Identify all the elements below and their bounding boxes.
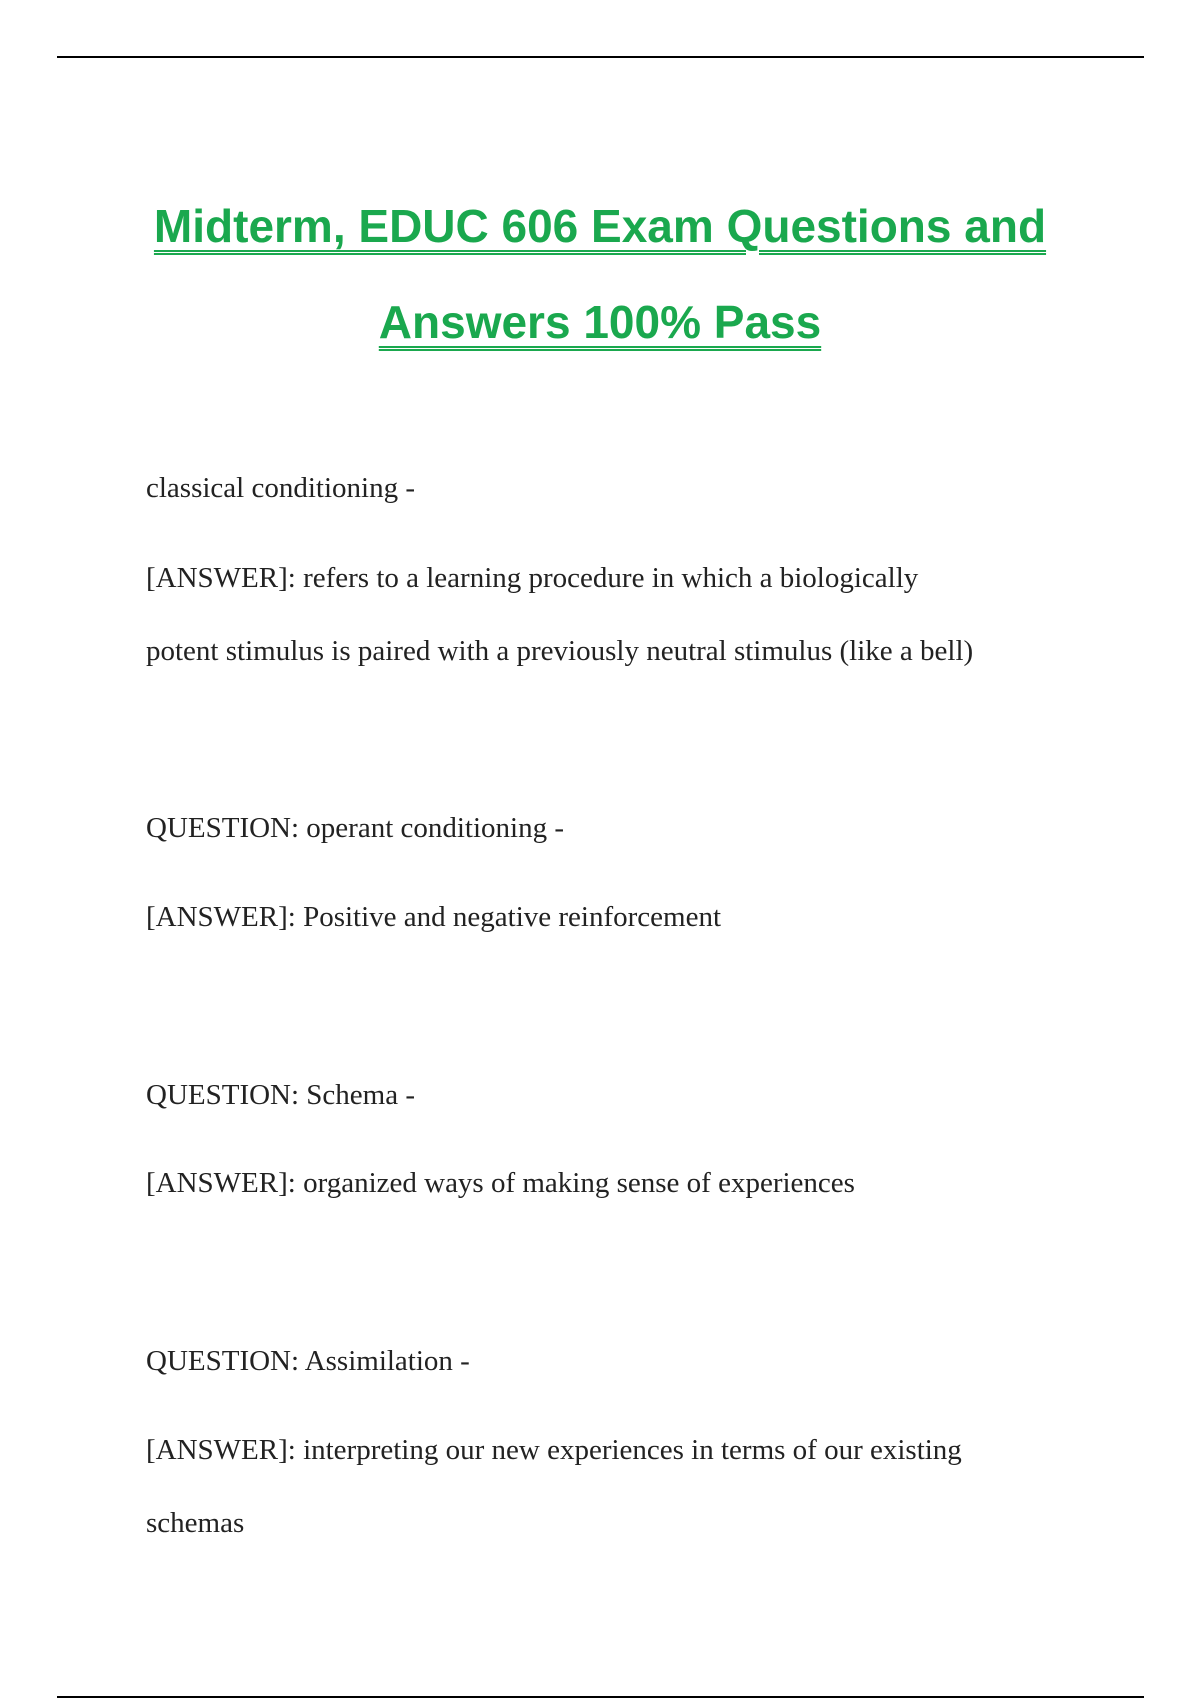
- question-3: QUESTION: Schema -: [146, 1079, 416, 1111]
- title-line-1: Midterm, EDUC 606 Exam Questions and: [153, 200, 1047, 252]
- question-4: QUESTION: Assimilation -: [146, 1345, 470, 1377]
- header-rule: [57, 56, 1144, 58]
- question-2: QUESTION: operant conditioning -: [146, 812, 565, 844]
- answer-3-line-1: [ANSWER]: organized ways of making sense of experiences: [146, 1167, 855, 1199]
- question-1: classical conditioning -: [146, 472, 415, 504]
- answer-4-line-1: [ANSWER]: interpreting our new experiences in terms of our existing: [146, 1434, 962, 1466]
- answer-1-line-1: [ANSWER]: refers to a learning procedure in which a biologically: [146, 562, 919, 594]
- title-line-2: Answers 100% Pass: [378, 296, 822, 348]
- footer-rule: [57, 1696, 1144, 1698]
- answer-2-line-1: [ANSWER]: Positive and negative reinforcement: [146, 901, 722, 933]
- answer-1-line-2: potent stimulus is paired with a previously neutral stimulus (like a bell): [146, 635, 974, 667]
- answer-4-line-2: schemas: [146, 1507, 245, 1539]
- document-title: [0, 178, 1200, 370]
